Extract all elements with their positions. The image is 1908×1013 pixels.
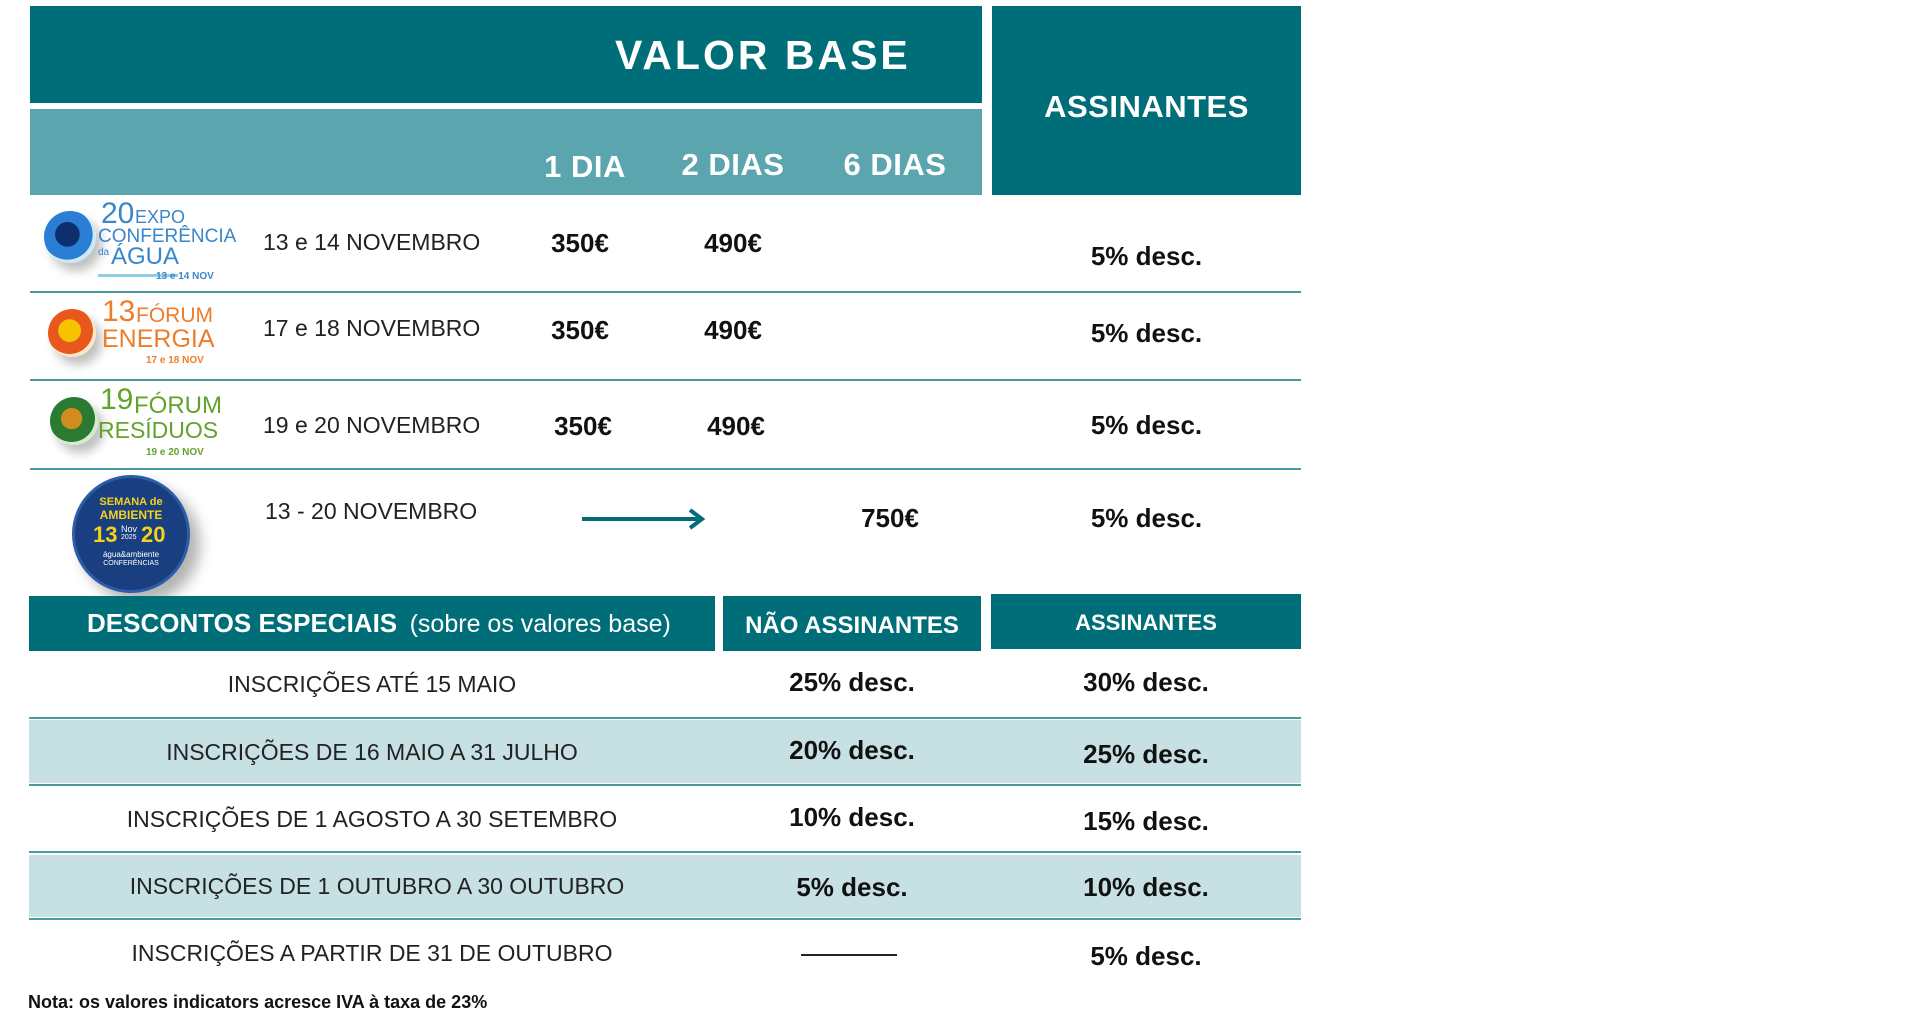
assinantes-discount: 5% desc. — [1090, 410, 1203, 440]
discount-period: INSCRIÇÕES A PARTIR DE 31 DE OUTUBRO — [131, 940, 613, 966]
descontos-heading — [87, 608, 671, 639]
discount-row — [29, 720, 1301, 783]
vat-note: Nota: os valores indicators acresce IVA à taxa de 23% — [28, 992, 488, 1012]
day-columns-header — [30, 109, 982, 195]
assinantes-discount: 5% desc. — [1090, 241, 1203, 271]
price-1-dia: 350€ — [551, 315, 609, 345]
logo-dates: 17 e 18 NOV — [146, 355, 204, 366]
logo-line1: FÓRUM — [134, 392, 222, 419]
event-row-residuos — [30, 381, 1301, 469]
event-date: 17 e 18 NOVEMBRO — [263, 315, 481, 341]
logo-line2: AMBIENTE — [99, 508, 163, 522]
event-row-agua — [30, 195, 1301, 291]
event-date: 19 e 20 NOVEMBRO — [263, 412, 481, 438]
assinantes-discount: 5% desc. — [1090, 318, 1203, 348]
discount-assinantes: 25% desc. — [1083, 739, 1209, 769]
discount-nao-assinantes: 10% desc. — [789, 802, 915, 832]
descontos-title: DESCONTOS ESPECIAIS — [87, 608, 398, 638]
logo-expo-agua — [36, 197, 237, 285]
discount-period: INSCRIÇÕES DE 1 OUTUBRO A 30 OUTUBRO — [129, 873, 625, 899]
price-2-dias: 490€ — [707, 411, 765, 441]
logo-number: 20 — [101, 197, 135, 230]
assinantes-discount-title: ASSINANTES — [1075, 610, 1217, 635]
discount-nao-assinantes: 25% desc. — [789, 667, 915, 697]
valor-base-title: VALOR BASE — [615, 32, 911, 78]
logo-dates: 19 e 20 NOV — [146, 447, 204, 458]
discount-period: INSCRIÇÕES DE 16 MAIO A 31 JULHO — [166, 739, 578, 765]
logo-line3: água&ambiente — [102, 550, 160, 559]
semana-ambiente-badge — [72, 475, 190, 593]
logo-day-to: 20 — [141, 522, 166, 547]
logo-day-from: 13 — [93, 522, 118, 547]
discount-period: INSCRIÇÕES ATÉ 15 MAIO — [227, 671, 517, 697]
discount-row — [29, 921, 1301, 983]
event-date: 13 - 20 NOVEMBRO — [265, 498, 478, 524]
discount-assinantes: 10% desc. — [1083, 872, 1209, 902]
discount-row — [29, 786, 1301, 852]
logo-dates: 13 e 14 NOV — [156, 271, 214, 282]
logo-line2: CONFERÊNCIA — [98, 226, 237, 247]
discount-assinantes: 5% desc. — [1090, 941, 1202, 971]
col-6-dias: 6 DIAS — [843, 147, 947, 182]
event-row-semana — [30, 470, 1301, 590]
logo-line1: EXPO — [135, 207, 186, 227]
logo-line1: FÓRUM — [136, 304, 213, 327]
water-drop-icon — [44, 211, 96, 263]
event-row-energia — [30, 293, 1301, 379]
logo-month: Nov — [121, 524, 138, 534]
price-6-dias: 750€ — [861, 503, 919, 533]
col-1-dia: 1 DIA — [544, 149, 626, 184]
logo-forum-residuos — [36, 385, 236, 467]
logo-line3: da — [98, 247, 110, 258]
no-discount-dash — [801, 954, 897, 956]
row-divider — [29, 851, 1301, 853]
logo-number: 19 — [100, 383, 134, 416]
discount-row — [29, 855, 1301, 917]
row-divider — [29, 717, 1301, 719]
discount-period: INSCRIÇÕES DE 1 AGOSTO A 30 SETEMBRO — [126, 806, 618, 832]
event-date: 13 e 14 NOVEMBRO — [263, 229, 481, 255]
descontos-subtitle: (sobre os valores base) — [409, 610, 671, 638]
row-divider — [29, 918, 1301, 920]
nao-assinantes-header — [723, 596, 981, 651]
discount-assinantes: 30% desc. — [1083, 667, 1209, 697]
logo-number: 13 — [102, 295, 136, 328]
energy-sun-icon — [48, 309, 96, 357]
discount-nao-assinantes: 20% desc. — [789, 735, 915, 765]
discount-nao-assinantes: 5% desc. — [796, 872, 908, 902]
recycle-leaf-icon — [50, 397, 98, 445]
discount-assinantes: 15% desc. — [1083, 806, 1209, 836]
logo-line2: ENERGIA — [102, 325, 215, 353]
assinantes-title: ASSINANTES — [1044, 89, 1249, 124]
valor-base-header — [30, 6, 982, 103]
col-2-dias: 2 DIAS — [681, 147, 785, 182]
logo-line2: RESÍDUOS — [98, 417, 219, 443]
logo-line1: SEMANA de — [99, 496, 163, 508]
discount-row — [29, 651, 1301, 717]
assinantes-discount-header — [991, 594, 1301, 649]
descontos-header — [29, 596, 715, 651]
price-1-dia: 350€ — [551, 228, 609, 258]
price-1-dia: 350€ — [554, 411, 612, 441]
logo-year: 2025 — [121, 534, 137, 541]
arrow-right-icon — [580, 506, 710, 532]
nao-assinantes-title: NÃO ASSINANTES — [745, 612, 959, 639]
assinantes-discount: 5% desc. — [1090, 503, 1203, 533]
logo-forum-energia — [36, 297, 236, 377]
logo-line4: CONFERÊNCIAS — [103, 560, 159, 567]
assinantes-header — [992, 6, 1301, 195]
logo-line4: ÁGUA — [111, 243, 180, 270]
price-2-dias: 490€ — [704, 315, 762, 345]
price-2-dias: 490€ — [704, 228, 762, 258]
